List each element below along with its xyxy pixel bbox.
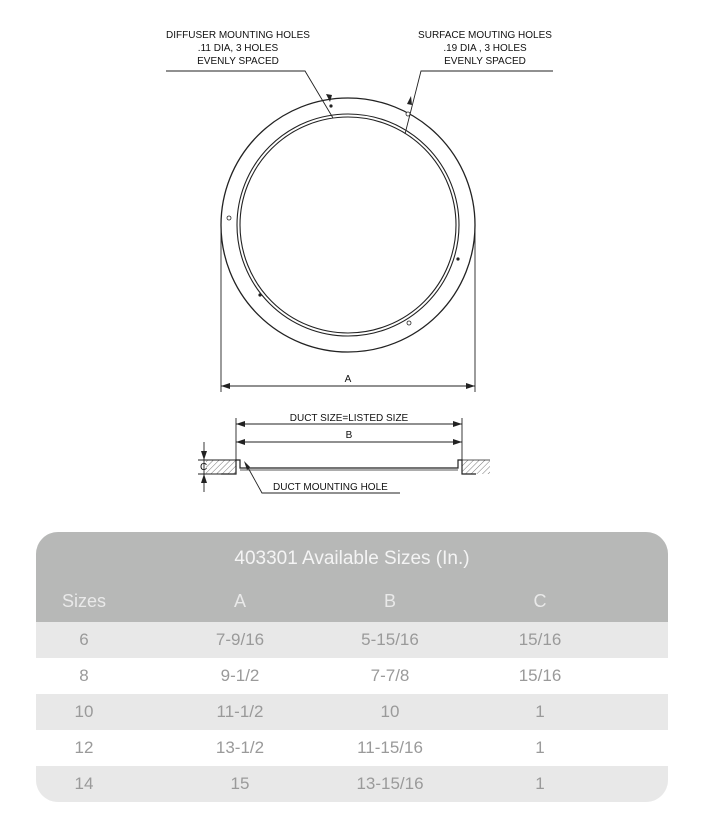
cell-a: 13-1/2 — [215, 738, 265, 757]
surface-arrow — [407, 96, 412, 105]
table-row — [36, 658, 668, 694]
surface-holes-callout — [405, 30, 553, 134]
cell-b: 5-15/16 — [361, 630, 419, 649]
cell-c: 1 — [535, 774, 545, 793]
surface-label-line1: SURFACE MOUTING HOLES — [418, 30, 552, 41]
dimension-a — [221, 225, 475, 392]
surface-label-line2: .19 DIA , 3 HOLES — [443, 43, 527, 54]
surface-leader — [405, 71, 553, 134]
surface-hole-3 — [407, 321, 411, 325]
cell-b: 11-15/16 — [357, 738, 423, 757]
table-title: 403301 Available Sizes (In.) — [36, 532, 668, 582]
header-b: B — [383, 591, 397, 611]
diffuser-label-line3: EVENLY SPACED — [197, 56, 279, 67]
header-sizes: Sizes — [61, 591, 107, 611]
cell-a: 15 — [230, 774, 250, 793]
duct-size-label: DUCT SIZE=LISTED SIZE — [289, 413, 409, 424]
cell-b: 13-15/16 — [356, 774, 424, 793]
diffuser-hole-1 — [330, 105, 332, 107]
ring-top-view — [221, 98, 475, 352]
cell-b: 10 — [380, 702, 400, 721]
wall-hatch-left — [206, 460, 236, 474]
wall-hatch-right — [462, 460, 490, 474]
cell-c: 15/16 — [518, 630, 562, 649]
surface-hole-2 — [227, 216, 231, 220]
dim-b-label: B — [345, 430, 353, 441]
table-header-row — [36, 582, 668, 622]
cell-size: 10 — [74, 702, 94, 721]
diffuser-arrow — [326, 94, 332, 102]
diffuser-label-line1: DIFFUSER MOUNTING HOLES — [166, 30, 310, 41]
diffuser-label-line2: .11 DIA, 3 HOLES — [197, 43, 279, 54]
inner-circle-1 — [237, 114, 459, 336]
cell-size: 8 — [79, 666, 89, 685]
dim-a-label: A — [344, 374, 352, 385]
header-c: C — [533, 591, 547, 611]
cell-c: 15/16 — [518, 666, 562, 685]
cell-size: 12 — [74, 738, 94, 757]
surface-label-line3: EVENLY SPACED — [444, 56, 526, 67]
table-row — [36, 694, 668, 730]
dim-c-label: C — [200, 462, 208, 473]
diffuser-leader — [166, 71, 333, 118]
cell-b: 7-7/8 — [370, 666, 410, 685]
table-row — [36, 766, 668, 802]
inner-circle-2 — [240, 117, 456, 333]
table-row — [36, 622, 668, 658]
sizes-table — [36, 532, 668, 802]
duct-hole-callout — [244, 461, 400, 493]
diffuser-hole-3 — [259, 294, 261, 296]
cell-c: 1 — [535, 738, 545, 757]
outer-circle — [221, 98, 475, 352]
ring-profile — [221, 460, 476, 474]
cell-size: 6 — [79, 630, 89, 649]
cell-size: 14 — [74, 774, 94, 793]
cell-a: 9-1/2 — [220, 666, 260, 685]
cell-a: 11-1/2 — [216, 702, 264, 721]
mounting-holes — [227, 105, 459, 325]
cell-c: 1 — [535, 702, 545, 721]
table-row — [36, 730, 668, 766]
duct-hole-label: DUCT MOUNTING HOLE — [273, 482, 388, 493]
diffuser-hole-2 — [457, 258, 459, 260]
cell-a: 7-9/16 — [215, 630, 265, 649]
header-a: A — [233, 591, 247, 611]
